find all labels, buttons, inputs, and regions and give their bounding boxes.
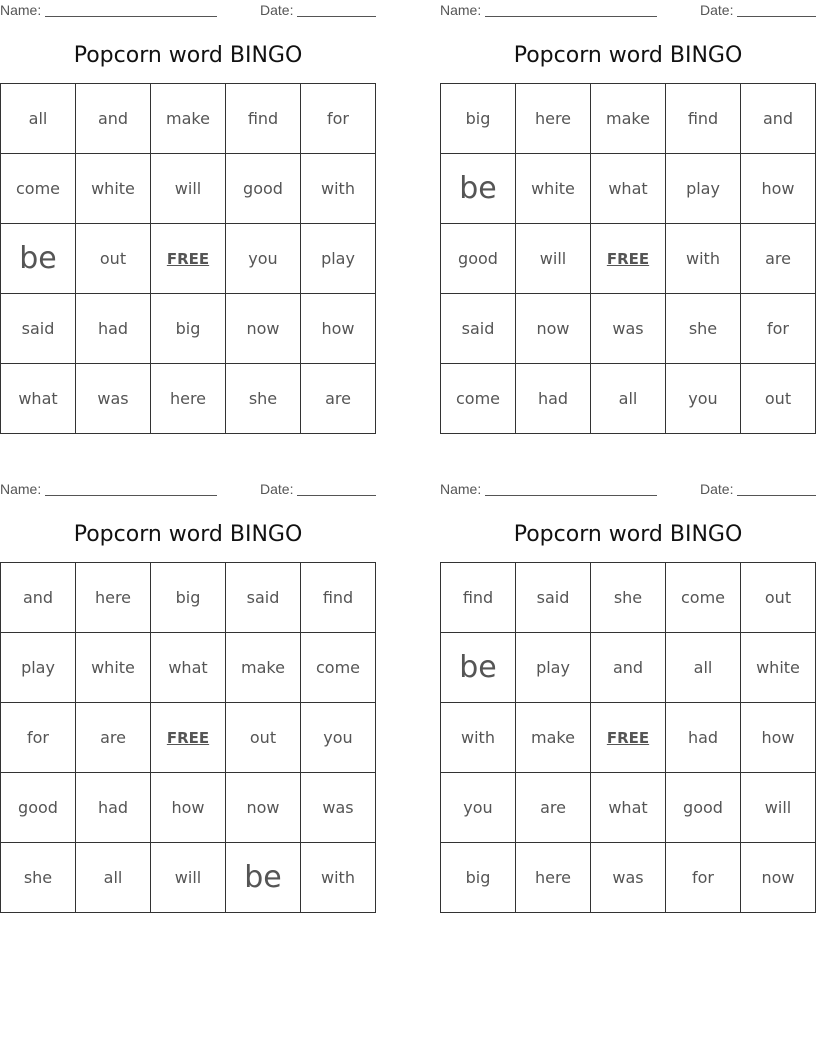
- grid-row: [441, 773, 816, 843]
- bingo-cell: with: [666, 224, 741, 294]
- bingo-cell: for: [1, 703, 76, 773]
- name-label: Name:: [0, 2, 42, 18]
- bingo-cell: you: [441, 773, 516, 843]
- bingo-cell: had: [76, 294, 151, 364]
- grid-row: [1, 84, 376, 154]
- bingo-cell: what: [1, 364, 76, 434]
- bingo-cell: all: [591, 364, 666, 434]
- bingo-cell: white: [516, 154, 591, 224]
- bingo-cell: are: [741, 224, 816, 294]
- bingo-cell: good: [666, 773, 741, 843]
- bingo-cell: you: [301, 703, 376, 773]
- date-label: Date:: [700, 481, 734, 497]
- grid-row: [441, 703, 816, 773]
- bingo-cell: with: [441, 703, 516, 773]
- bingo-cell: out: [741, 563, 816, 633]
- bingo-grid: [440, 83, 816, 434]
- bingo-cell: be: [226, 843, 301, 913]
- bingo-cell: here: [76, 563, 151, 633]
- grid-row: [441, 843, 816, 913]
- bingo-cell: for: [301, 84, 376, 154]
- bingo-cell: said: [441, 294, 516, 364]
- grid-row: [441, 84, 816, 154]
- bingo-cell: for: [666, 843, 741, 913]
- bingo-cell: you: [226, 224, 301, 294]
- grid-row: [1, 773, 376, 843]
- bingo-cell: here: [516, 84, 591, 154]
- bingo-cell: how: [741, 154, 816, 224]
- date-label: Date:: [260, 2, 294, 18]
- bingo-cell: big: [151, 563, 226, 633]
- bingo-cell: here: [151, 364, 226, 434]
- bingo-cell: now: [226, 773, 301, 843]
- bingo-cell: big: [441, 843, 516, 913]
- grid-row: [441, 364, 816, 434]
- grid-row: [441, 633, 816, 703]
- bingo-cell: now: [516, 294, 591, 364]
- date-label: Date:: [700, 2, 734, 18]
- bingo-cell: she: [591, 563, 666, 633]
- name-label: Name:: [440, 2, 482, 18]
- bingo-cell: and: [591, 633, 666, 703]
- bingo-cell: find: [226, 84, 301, 154]
- bingo-cell: find: [441, 563, 516, 633]
- bingo-cell: how: [741, 703, 816, 773]
- bingo-cell: was: [591, 294, 666, 364]
- bingo-cell: will: [516, 224, 591, 294]
- grid-row: [441, 563, 816, 633]
- bingo-cell: was: [301, 773, 376, 843]
- bingo-cell: be: [441, 154, 516, 224]
- bingo-cell: be: [1, 224, 76, 294]
- bingo-cell: and: [1, 563, 76, 633]
- card-title: Popcorn word BINGO: [513, 522, 743, 547]
- bingo-cell: was: [591, 843, 666, 913]
- grid-row: [1, 294, 376, 364]
- grid-row: [1, 843, 376, 913]
- bingo-cell: what: [591, 773, 666, 843]
- card-title: Popcorn word BINGO: [513, 43, 743, 68]
- bingo-cell: come: [441, 364, 516, 434]
- bingo-grid: [0, 562, 376, 913]
- bingo-cell: said: [226, 563, 301, 633]
- bingo-cell: she: [666, 294, 741, 364]
- card-title: Popcorn word BINGO: [73, 43, 303, 68]
- grid-row: [1, 364, 376, 434]
- bingo-cell: play: [1, 633, 76, 703]
- bingo-cell: had: [76, 773, 151, 843]
- bingo-cell: will: [741, 773, 816, 843]
- free-space-cell: FREE: [151, 224, 226, 294]
- name-label: Name:: [440, 481, 482, 497]
- bingo-cell: out: [741, 364, 816, 434]
- bingo-cell: come: [666, 563, 741, 633]
- bingo-cell: said: [516, 563, 591, 633]
- bingo-grid: [440, 562, 816, 913]
- name-field-line[interactable]: [45, 481, 217, 496]
- bingo-cell: she: [226, 364, 301, 434]
- bingo-cell: white: [76, 154, 151, 224]
- bingo-cell: come: [1, 154, 76, 224]
- bingo-cell: had: [516, 364, 591, 434]
- bingo-cell: all: [76, 843, 151, 913]
- bingo-cell: she: [1, 843, 76, 913]
- bingo-cell: was: [76, 364, 151, 434]
- date-field-line[interactable]: [737, 2, 816, 17]
- date-field-line[interactable]: [737, 481, 816, 496]
- bingo-cell: and: [741, 84, 816, 154]
- bingo-cell: what: [151, 633, 226, 703]
- free-space-cell: FREE: [591, 703, 666, 773]
- grid-row: [1, 563, 376, 633]
- card-header: [440, 479, 816, 499]
- bingo-cell: will: [151, 154, 226, 224]
- grid-row: [1, 703, 376, 773]
- bingo-cell: make: [516, 703, 591, 773]
- grid-row: [1, 224, 376, 294]
- date-field-line[interactable]: [297, 481, 376, 496]
- bingo-cell: find: [666, 84, 741, 154]
- card-header: [0, 479, 376, 499]
- bingo-cell: all: [666, 633, 741, 703]
- card-header: [440, 0, 816, 20]
- bingo-cell: for: [741, 294, 816, 364]
- bingo-cell: here: [516, 843, 591, 913]
- bingo-cell: play: [301, 224, 376, 294]
- bingo-cell: good: [226, 154, 301, 224]
- name-field-line[interactable]: [485, 2, 657, 17]
- bingo-cell: find: [301, 563, 376, 633]
- free-space-cell: FREE: [591, 224, 666, 294]
- bingo-cell: good: [1, 773, 76, 843]
- bingo-cell: now: [741, 843, 816, 913]
- grid-row: [1, 154, 376, 224]
- bingo-cell: how: [151, 773, 226, 843]
- bingo-cell: will: [151, 843, 226, 913]
- grid-row: [441, 294, 816, 364]
- bingo-cell: you: [666, 364, 741, 434]
- bingo-cell: are: [516, 773, 591, 843]
- grid-row: [441, 224, 816, 294]
- bingo-cell: big: [151, 294, 226, 364]
- bingo-cell: come: [301, 633, 376, 703]
- grid-row: [1, 633, 376, 703]
- bingo-cell: make: [226, 633, 301, 703]
- bingo-cell: make: [591, 84, 666, 154]
- bingo-cell: big: [441, 84, 516, 154]
- bingo-cell: white: [741, 633, 816, 703]
- name-label: Name:: [0, 481, 42, 497]
- bingo-grid: [0, 83, 376, 434]
- card-header: [0, 0, 376, 20]
- bingo-cell: with: [301, 154, 376, 224]
- bingo-cell: now: [226, 294, 301, 364]
- card-title: Popcorn word BINGO: [73, 522, 303, 547]
- bingo-cell: what: [591, 154, 666, 224]
- bingo-cell: with: [301, 843, 376, 913]
- bingo-cell: and: [76, 84, 151, 154]
- bingo-cell: said: [1, 294, 76, 364]
- bingo-cell: make: [151, 84, 226, 154]
- bingo-cell: how: [301, 294, 376, 364]
- bingo-cell: be: [441, 633, 516, 703]
- bingo-cell: good: [441, 224, 516, 294]
- bingo-cell: are: [76, 703, 151, 773]
- bingo-cell: play: [516, 633, 591, 703]
- name-field-line[interactable]: [45, 2, 217, 17]
- bingo-cell: had: [666, 703, 741, 773]
- bingo-cell: all: [1, 84, 76, 154]
- bingo-cell: play: [666, 154, 741, 224]
- name-field-line[interactable]: [485, 481, 657, 496]
- bingo-cell: out: [76, 224, 151, 294]
- bingo-cell: are: [301, 364, 376, 434]
- date-field-line[interactable]: [297, 2, 376, 17]
- free-space-cell: FREE: [151, 703, 226, 773]
- bingo-cell: out: [226, 703, 301, 773]
- grid-row: [441, 154, 816, 224]
- date-label: Date:: [260, 481, 294, 497]
- bingo-cell: white: [76, 633, 151, 703]
